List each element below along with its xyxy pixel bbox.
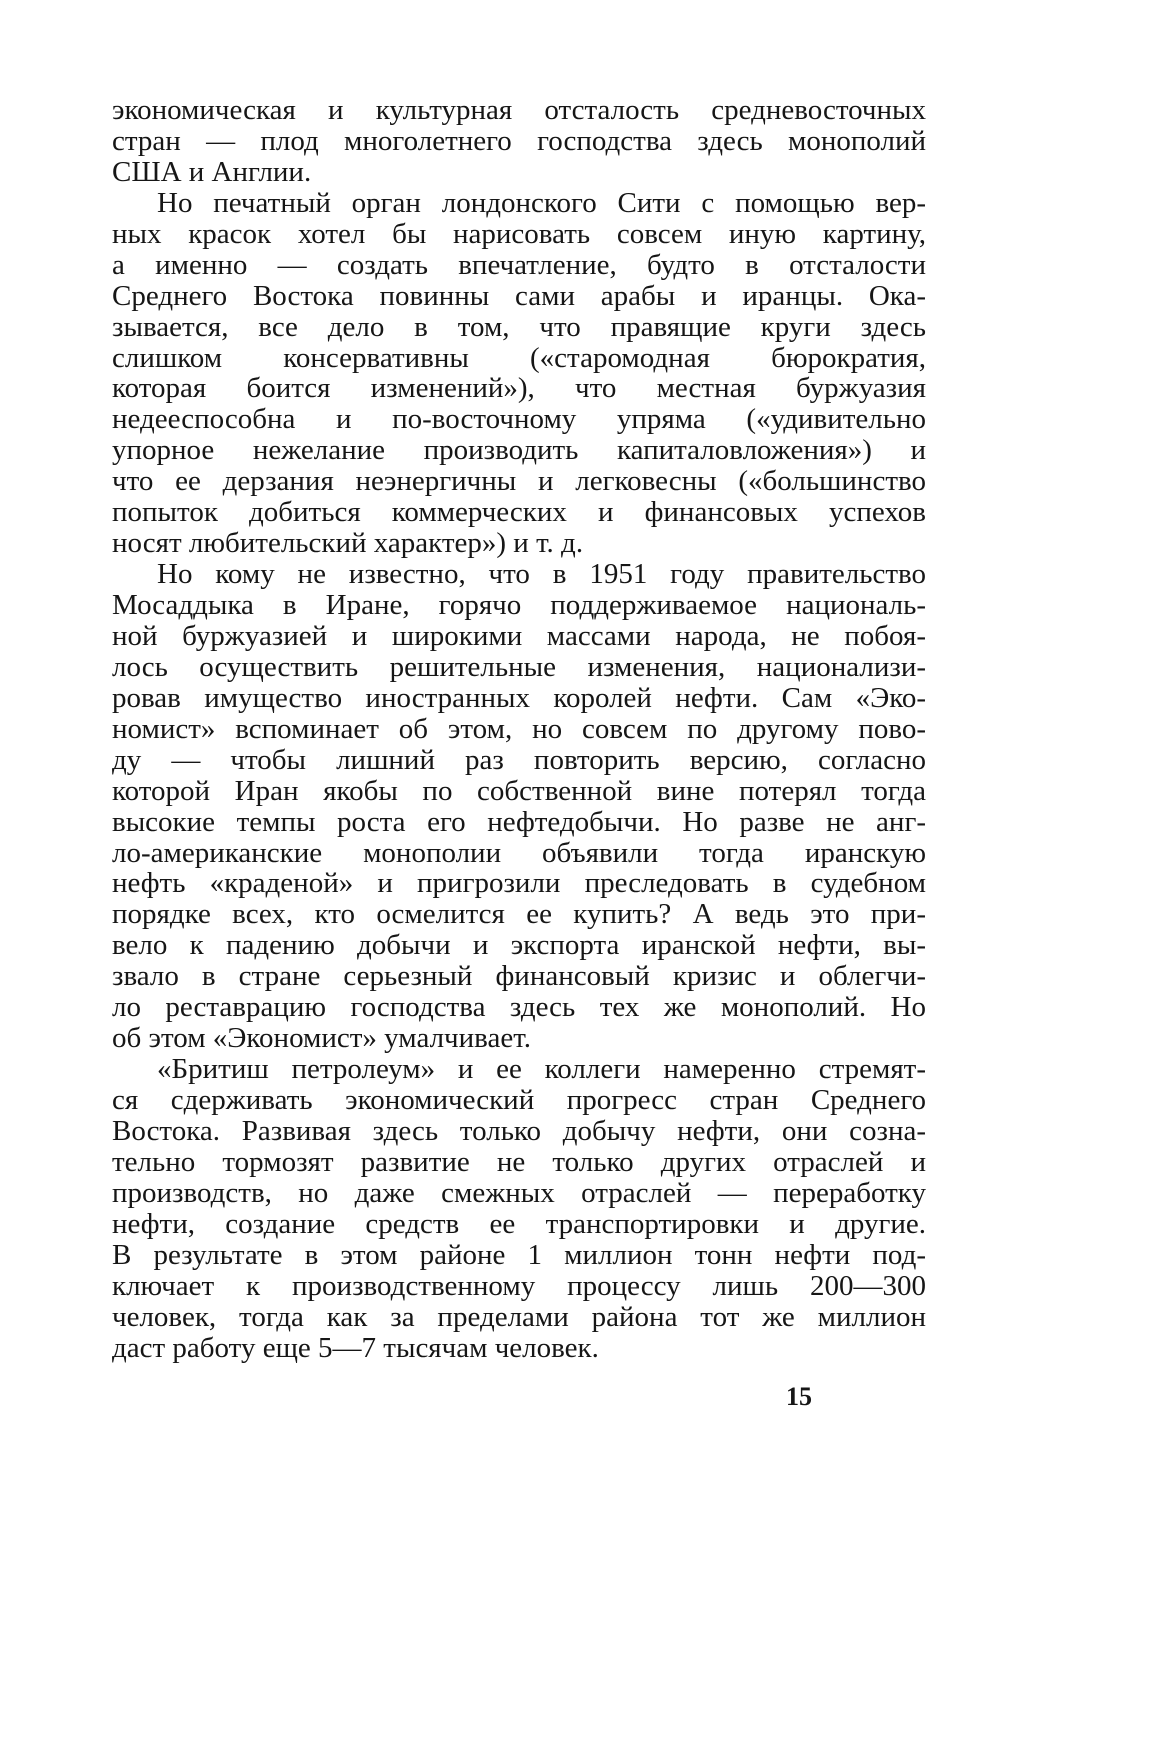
text-line: ровав имущество иностранных королей нефти. Сам «Эко- bbox=[112, 681, 926, 714]
text-line: нефти, создание средств ее транспортировки и другие. bbox=[112, 1207, 926, 1240]
text-line: экономическая и культурная отсталость средневосточных bbox=[112, 94, 926, 126]
text-line: лось осуществить решительные изменения, национализи- bbox=[112, 650, 926, 683]
text-line: а именно — создать впечатление, будто в отсталости bbox=[112, 248, 926, 281]
text-line: Мосаддыка в Иране, горячо поддерживаемое националь- bbox=[112, 589, 926, 621]
text-line: что ее дерзания неэнергичны и легковесны («большинство bbox=[112, 465, 926, 498]
text-line: высокие темпы роста его нефтедобычи. Но разве не анг- bbox=[112, 805, 926, 838]
text-line: звало в стране серьезный финансовый кризис и облегчи- bbox=[112, 960, 926, 993]
text-line: тельно тормозят развитие не только других отраслей и bbox=[112, 1145, 926, 1178]
text-line: В результате в этом районе 1 миллион тонн нефти под- bbox=[112, 1238, 926, 1271]
paragraph bbox=[112, 559, 926, 1054]
text-line: стран — плод многолетнего господства здесь монополий bbox=[112, 124, 926, 157]
text-line: зывается, все дело в том, что правящие круги здесь bbox=[112, 310, 926, 343]
text-line: порядке всех, кто осмелится ее купить? А ведь это при- bbox=[112, 898, 926, 931]
text-line: нефть «краденой» и пригрозили преследовать в судебном bbox=[112, 867, 926, 900]
text-line: недееспособна и по-восточному упряма («удивительно bbox=[112, 403, 926, 436]
text-line: упорное нежелание производить капиталовложения») и bbox=[112, 434, 926, 467]
text-line: Но кому не известно, что в 1951 году правительство bbox=[157, 558, 926, 591]
paragraph bbox=[112, 1054, 926, 1363]
text-line: ных красок хотел бы нарисовать совсем иную картину, bbox=[112, 217, 926, 250]
text-line: ло-американские монополии объявили тогда иранскую bbox=[112, 836, 926, 869]
text-line: Среднего Востока повинны сами арабы и иранцы. Ока- bbox=[112, 279, 926, 312]
text-line: Но печатный орган лондонского Сити с помощью вер- bbox=[157, 186, 926, 219]
text-line: которой Иран якобы по собственной вине потерял тогда bbox=[112, 774, 926, 807]
text-line: носят любительский характер») и т. д. bbox=[112, 527, 584, 560]
text-line: слишком консервативны («старомодная бюрократия, bbox=[112, 341, 926, 374]
text-line: ло реставрацию господства здесь тех же монополий. Но bbox=[112, 991, 926, 1024]
text-line: ключает к производственному процессу лишь 200—300 bbox=[112, 1269, 926, 1302]
text-line: номист» вспоминает об этом, но совсем по другому пово- bbox=[112, 712, 926, 745]
text-line: даст работу еще 5—7 тысячам человек. bbox=[112, 1331, 599, 1364]
text-line: США и Англии. bbox=[112, 155, 312, 188]
page-number: 15 bbox=[786, 1382, 812, 1411]
text-line: ся сдерживать экономический прогресс стран Среднего bbox=[112, 1084, 926, 1116]
text-line: «Бритиш петролеум» и ее коллеги намеренно стремят- bbox=[157, 1053, 926, 1086]
text-line: которая боится изменений»), что местная буржуазия bbox=[112, 372, 926, 405]
text-line: об этом «Экономист» умалчивает. bbox=[112, 1022, 531, 1055]
text-line: ду — чтобы лишний раз повторить версию, согласно bbox=[112, 743, 926, 776]
text-line: вело к падению добычи и экспорта иранской нефти, вы- bbox=[112, 929, 926, 962]
text-line: производств, но даже смежных отраслей — переработку bbox=[112, 1176, 926, 1209]
paragraph bbox=[112, 188, 926, 559]
page-body-text bbox=[112, 95, 926, 1363]
text-line: человек, тогда как за пределами района тот же миллион bbox=[112, 1300, 926, 1333]
text-line: попыток добиться коммерческих и финансовых успехов bbox=[112, 496, 926, 529]
text-line: Востока. Развивая здесь только добычу нефти, они созна- bbox=[112, 1114, 926, 1147]
text-line: ной буржуазией и широкими массами народа, не побоя- bbox=[112, 619, 926, 652]
paragraph bbox=[112, 95, 926, 188]
